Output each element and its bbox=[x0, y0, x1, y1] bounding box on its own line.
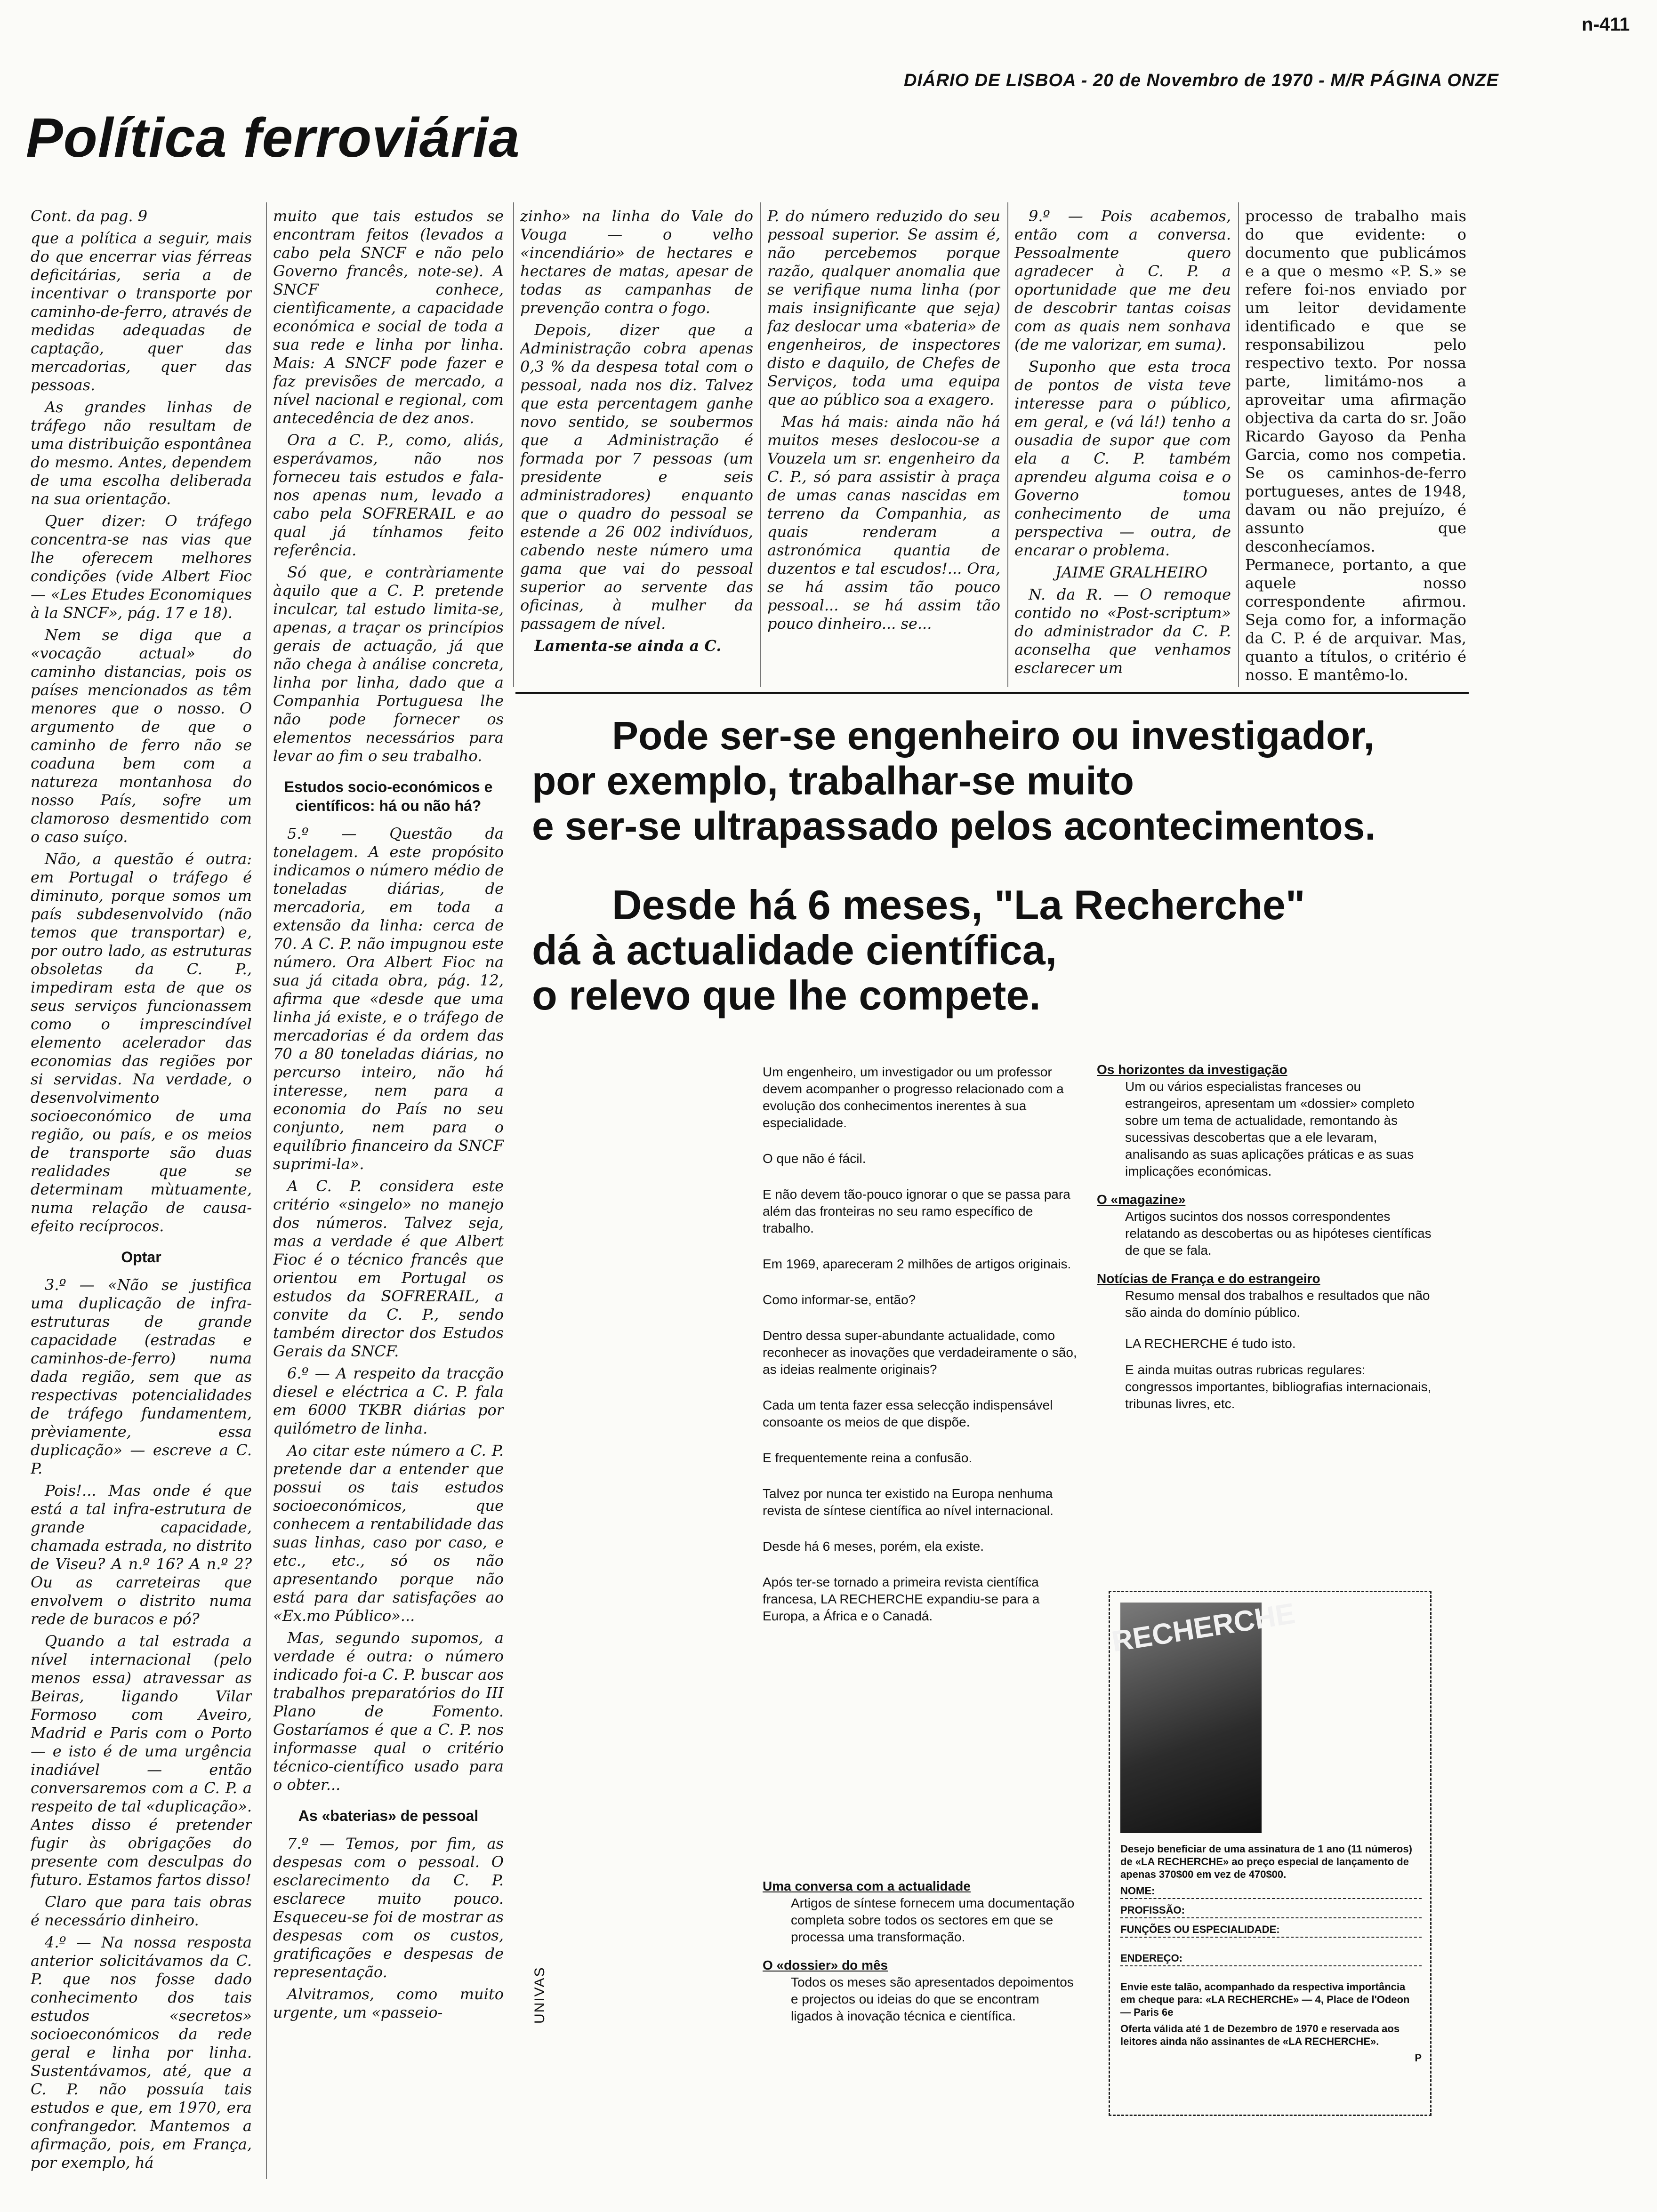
paragraph: Só que, e contràriamente àquilo que a C. P. pretende inculcar, tal estudo limita-se, apenas, a traçar os princípios gerais de actuação, já que não chega à análise concreta, linha por linha, dado que a Companhia Portuguesa lhe não pode fornecer os elementos necessários para levar ao fim o seu trabalho. bbox=[273, 563, 504, 765]
paragraph: processo de trabalho mais do que evidente: o documento que publicámos e a que o mesmo «P. S.» se refere foi-nos enviado por um leitor devidamente identificado e que se responsabilizou pelo respectivo texto. Por nossa parte, limitámo-nos a aproveitar uma afirmação objectiva da carta do sr. João Ricardo Gayoso da Penha Garcia, como nos competia. Se os caminhos-de-ferro portugueses, antes de 1948, davam ou não prejuízo, é assunto que desconhecíamos. Permanece, portanto, a que aquele nosso correspondente afirmou. Seja como for, a informação da C. P. é de arquivar. Mas, quanto a títulos, o critério é nosso. E mantêmo-lo. bbox=[1245, 207, 1466, 684]
ad-body-text bbox=[763, 1064, 1083, 1643]
subheading-estudos: Estudos socio-económicos e científicos: há ou não há? bbox=[284, 778, 493, 814]
paragraph: 9.º — Pois acabemos, então com a conversa. Pessoalmente quero agradecer à C. P. a oportunidade que me deu de descobrir tantas coisas com as quais nem sonhava (de me valorizar, em suma). bbox=[1014, 207, 1231, 353]
paragraph: Pois!... Mas onde é que está a tal infra-estrutura de grande capacidade, chamada estrada, no distrito de Viseu? A n.º 16? A n.º 2? Ou as carreteiras que envolvem o distrito numa rede de buracos e pó? bbox=[31, 1482, 252, 1628]
ad-headline-2 bbox=[532, 882, 1544, 1018]
paragraph: Quando a tal estrada a nível internacional (pelo menos essa) atravessar as Beiras, ligando Vilar Formoso com Aveiro, Madrid e Paris com o Porto — e isto é de uma urgência inadiável — então conversaremos com a C. P. a respeito de tal «duplicação». Antes disso é pretender fugir às obrigações do presente com desculpas do futuro. Estamos fartos disso! bbox=[31, 1632, 252, 1889]
article-column-6 bbox=[1245, 207, 1466, 687]
masthead: DIÁRIO DE LISBOA - 20 de Novembro de 1970 - M/R PÁGINA ONZE bbox=[904, 71, 1499, 90]
paragraph: Não, a questão é outra: em Portugal o tráfego é diminuto, porque somos um país subdesenvolvido (não temos que transportar) e, por outro lado, as estruturas obsoletas da C. P., impediram esta de que os seus serviços funcionassem como o imprescindível elemento acelerador das economias das regiões por si servidas. Na verdade, o desenvolvimento socioeconómico de uma região, ou país, e os meios de transporte são duas realidades que se determinam mùtuamente, numa relação de causa-efeito recíprocos. bbox=[31, 850, 252, 1235]
paragraph: zinho» na linha do Vale do Vouga — o velho «incendiário» de hectares e hectares de matas, apesar de todas as campanhas de prevenção contra o fogo. bbox=[520, 207, 753, 317]
magazine-cover-title: RECHERCHE bbox=[1110, 1597, 1297, 1659]
ad-headline-line: por exemplo, trabalhar-se muito bbox=[532, 759, 1134, 803]
coupon-field-name[interactable]: NOME: bbox=[1120, 1884, 1422, 1899]
agency-credit: UNIVAS bbox=[532, 1966, 547, 2024]
ad-section-title: O «dossier» do mês bbox=[763, 1958, 888, 1972]
paragraph: 7.º — Temos, por fim, as despesas com o pessoal. O esclarecimento da C. P. esclarece muito pouco. Esqueceu-se foi de mostrar as despesas com os custos, gratificações e despesas de representação. bbox=[273, 1835, 504, 1981]
ad-paragraph: Dentro dessa super-abundante actualidade, como reconhecer as inovações que verdadeiramente o são, as ideias realmente originais? bbox=[763, 1328, 1077, 1377]
paragraph: Alvitramos, como muito urgente, um «passeio- bbox=[273, 1985, 504, 2021]
coupon-field-functions[interactable]: FUNÇÕES OU ESPECIALIDADE: bbox=[1120, 1923, 1422, 1938]
ad-section bbox=[763, 1878, 1083, 1946]
article-column-5 bbox=[1014, 207, 1231, 687]
subheading-optar: Optar bbox=[121, 1249, 161, 1266]
ad-section bbox=[1097, 1061, 1436, 1180]
ad-section-title: Os horizontes da investigação bbox=[1097, 1062, 1287, 1077]
ad-paragraph: E frequentemente reina a confusão. bbox=[763, 1451, 973, 1465]
column-rule bbox=[1238, 202, 1239, 687]
paragraph: Nem se diga que a «vocação actual» do caminho distancias, pois os países mencionados as têm menores que o nosso. O argumento de que o caminho de ferro não se coaduna bem com a natureza montanhosa do nosso País, sofre um clamoroso desmentido com o caso suíço. bbox=[31, 626, 252, 846]
ad-section-title: Uma conversa com a actualidade bbox=[763, 1879, 971, 1893]
paragraph: Ao citar este número a C. P. pretende dar a entender que possui os tais estudos socioeconómicos, que conhecem a rentabilidade das suas linhas, caso por caso, e etc., etc., só os não apresentando porque não está para dar satisfações ao «Ex.mo Público»... bbox=[273, 1442, 504, 1625]
column-rule bbox=[513, 202, 514, 687]
article-column-3 bbox=[520, 207, 753, 687]
paragraph: Quer dizer: O tráfego concentra-se nas vias que lhe oferecem melhores condições (vide Albert Fioc — «Les Etudes Economiques à la SNCF», pág. 17 e 18). bbox=[31, 512, 252, 622]
editor-note: N. da R. — O remoque contido no «Post-scriptum» do administrador da C. P. aconselha que venhamos esclarecer um bbox=[1014, 585, 1231, 677]
ad-headline-line: dá à actualidade científica, bbox=[532, 927, 1057, 973]
ad-section-text: Artigos de síntese fornecem uma documentação completa sobre todos os sectores em que se processa uma transformação. bbox=[791, 1896, 1075, 1944]
ad-left-sections bbox=[763, 1878, 1083, 2036]
paragraph: 6.º — A respeito da tracção diesel e eléctrica a C. P. fala em 6000 TKBR diárias por quilómetro de linha. bbox=[273, 1364, 504, 1437]
paragraph: Ora a C. P., como, aliás, esperávamos, não nos forneceu tais estudos e fala-nos apenas num, levado a cabo pela SOFRERAIL e ao qual já tínhamos feito referência. bbox=[273, 431, 504, 559]
ad-section-text: Resumo mensal dos trabalhos e resultados que não são ainda do domínio público. bbox=[1125, 1288, 1430, 1320]
ad-paragraph: Em 1969, apareceram 2 milhões de artigos originais. bbox=[763, 1257, 1071, 1271]
paragraph: que a política a seguir, mais do que encerrar vias férreas deficitárias, seria a de incentivar o transporte por caminho-de-ferro, através de medidas adequadas de captação, quer das mercadorias, quer das pessoas. bbox=[31, 229, 252, 394]
coupon-intro: Desejo beneficiar de uma assinatura de 1 ano (11 números) de «LA RECHERCHE» ao preço especial de lançamento de apenas 370$00 em vez de 470$00. bbox=[1120, 1843, 1412, 1880]
ad-headline-line: o relevo que lhe compete. bbox=[532, 972, 1041, 1018]
paragraph: Cont. da pag. 9 bbox=[31, 207, 148, 225]
ad-paragraph: O que não é fácil. bbox=[763, 1151, 866, 1166]
ad-headline-1 bbox=[532, 713, 1544, 849]
subheading-baterias: As «baterias» de pessoal bbox=[298, 1807, 479, 1824]
ad-paragraph: Desde há 6 meses, porém, ela existe. bbox=[763, 1539, 984, 1554]
ad-paragraph: Cada um tenta fazer essa selecção indispensável consoante os meios de que dispõe. bbox=[763, 1398, 1053, 1429]
column-rule bbox=[266, 202, 267, 2179]
paragraph: P. do número reduzido do seu pessoal superior. Se assim é, não percebemos porque razão, qualquer anomalia que se verifique numa linha (por mais insignificante que seja) faz deslocar uma «bateria» de engenheiros, de inspectores disto e daquilo, de Chefes de Serviços, toda uma equipa que ao público soa a exagero. bbox=[767, 207, 1000, 409]
ad-paragraph: Após ter-se tornado a primeira revista científica francesa, LA RECHERCHE expandiu-se para a Europa, a África e o Canadá. bbox=[763, 1575, 1040, 1623]
ad-paragraph: E não devem tão-pouco ignorar o que se passa para além das fronteiras no seu ramo específico de trabalho. bbox=[763, 1187, 1070, 1235]
ad-section bbox=[763, 1957, 1083, 2025]
paragraph: Lamenta-se ainda a C. bbox=[534, 637, 722, 655]
ad-section-title: O «magazine» bbox=[1097, 1192, 1186, 1207]
paragraph: Suponho que esta troca de pontos de vista teve interesse para o público, em geral, e (vá lá!) tenho a ousadia de supor que com ela a C. P. também aprendeu alguma coisa e o Governo tomou conhecimento de uma perspectiva — outra, de encarar o problema. bbox=[1014, 358, 1231, 559]
paragraph: 5.º — Questão da tonelagem. A este propósito indicamos o número médio de toneladas diárias, de mercadoria, em toda a extensão da linha: cerca de 70. A C. P. não impugnou este número. Ora Albert Fioc na sua já citada obra, pág. 12, afirma que «desde que uma linha já existe, e o tráfego de mercadorias é da ordem das 70 a 80 toneladas diárias, no percurso inteiro, não há interesse, nem para a economia do País no seu conjunto, nem para o equilíbrio financeiro da SNCF suprimi-la». bbox=[273, 825, 504, 1173]
ad-section-text: Um ou vários especialistas franceses ou estrangeiros, apresentam um «dossier» completo sobre um tema de actualidade, remontando às sucessivas descobertas que a ele levaram, analisando as suas aplicações práticas e as suas implicações económicas. bbox=[1125, 1079, 1415, 1178]
paragraph: Claro que para tais obras é necessário dinheiro. bbox=[31, 1893, 252, 1929]
ad-headline-line: e ser-se ultrapassado pelos acontecimentos. bbox=[532, 804, 1376, 848]
ad-right-sections bbox=[1097, 1061, 1436, 1412]
paragraph: muito que tais estudos se encontram feitos (levados a cabo pela SNCF e não pelo Governo francês, note-se). A SNCF conhece, cientìficamente, a capacidade económica e social de toda a sua rede e linha por linha. Mais: A SNCF pode fazer e faz previsões de mercado, a nível nacional e regional, com antecedência de dez anos. bbox=[273, 207, 504, 427]
ad-section bbox=[1097, 1270, 1436, 1321]
column-rule bbox=[760, 202, 761, 687]
paragraph: Mas, segundo supomos, a verdade é outra: o número indicado foi-a C. P. buscar aos trabalhos preparatórios do III Plano de Fomento. Gostaríamos é que a C. P. nos informasse qual o critério técnico-científico usado para o obter... bbox=[273, 1629, 504, 1794]
paragraph: Depois, dizer que a Administração cobra apenas 0,3 % da despesa total com o pessoal, nada nos diz. Talvez que esta percentagem ganhe novo sentido, se soubermos que a Administração é formada por 7 pessoas (um presidente e seis administradores) enquanto que o quadro do pessoal se estende a 26 002 indivíduos, cabendo neste número uma gama que vai do pessoal superior ao servente das oficinas, à mulher da passagem de nível. bbox=[520, 321, 753, 633]
coupon-send-info: Envie este talão, acompanhado da respectiva importância em cheque para: «LA RECHERCHE» — 4, Place de l'Odeon — Paris 6e bbox=[1120, 1981, 1410, 2018]
paragraph: 4.º — Na nossa resposta anterior solicitávamos da C. P. que nos fosse dado conhecimento dos tais estudos «secretos» socioeconómicos da rede geral e linha por linha. Sustentávamos, até, que a C. P. não possuía tais estudos e que, em 1970, era confrangedor. Mantemos a afirmação, pois, em França, por exemplo, há bbox=[31, 1933, 252, 2172]
article-column-4 bbox=[767, 207, 1000, 687]
ad-paragraph: Como informar-se, então? bbox=[763, 1292, 916, 1307]
ad-closing: E ainda muitas outras rubricas regulares: congressos importantes, bibliografias internacionais, tribunas livres, etc. bbox=[1125, 1362, 1432, 1411]
coupon-offer: Oferta válida até 1 de Dezembro de 1970 e reservada aos leitores ainda não assinantes de «LA RECHERCHE». bbox=[1120, 2023, 1400, 2047]
ad-section-text: Todos os meses são apresentados depoimentos e projectos ou ideias do que se encontram ligados à inovação técnica e científica. bbox=[791, 1975, 1074, 2023]
paragraph: A C. P. considera este critério «singelo» no manejo dos números. Talvez seja, mas a verdade é que Albert Fioc é o técnico francês que orientou em Portugal os estudos da SOFRERAIL, a convite da C. P., sendo também director dos Estudos Gerais da SNCF. bbox=[273, 1177, 504, 1360]
coupon-form bbox=[1120, 1843, 1422, 2068]
paragraph: As grandes linhas de tráfego não resultam de uma distribuição espontânea do mesmo. Antes, dependem de uma escolha deliberada na sua orientação. bbox=[31, 398, 252, 508]
ad-top-rule bbox=[515, 692, 1469, 694]
article-column-2 bbox=[273, 207, 504, 2184]
column-rule bbox=[1007, 202, 1008, 687]
ad-closing: LA RECHERCHE é tudo isto. bbox=[1125, 1336, 1296, 1351]
author-signature: JAIME GRALHEIRO bbox=[1055, 563, 1207, 581]
ad-section-text: Artigos sucintos dos nossos correspondentes relatando as descobertas ou as hipóteses científicas de que se fala. bbox=[1125, 1209, 1432, 1258]
ad-paragraph: Talvez por nunca ter existido na Europa nenhuma revista de síntese científica ao nível internacional. bbox=[763, 1486, 1054, 1518]
paragraph: Mas há mais: ainda não há muitos meses deslocou-se a Vouzela um sr. engenheiro da C. P., só para assistir à praça de umas canas nascidas em terreno da Companhia, as quais renderam a astronómica quantia de duzentos e tal escudos!... Ora, se há assim tão pouco pessoal... se há assim tão pouco dinheiro... se... bbox=[767, 413, 1000, 633]
headline: Política ferroviária bbox=[26, 107, 520, 169]
coupon-field-address[interactable]: ENDEREÇO: bbox=[1120, 1952, 1422, 1966]
ad-section-title: Notícias de França e do estrangeiro bbox=[1097, 1271, 1320, 1286]
coupon-mark: P bbox=[1415, 2052, 1422, 2064]
magazine-cover-image bbox=[1110, 1597, 1297, 1833]
ad-headline-line: Desde há 6 meses, "La Recherche" bbox=[612, 882, 1305, 928]
article-column-1 bbox=[31, 207, 252, 2184]
page-corner-number: n-411 bbox=[1582, 14, 1630, 35]
paragraph: 3.º — «Não se justifica uma duplicação de infra-estruturas de grande capacidade (estradas e caminhos-de-ferro) numa dada região, sem que as respectivas potencialidades de tráfego fundamentem, prèviamente, essa duplicação» — escreve a C. P. bbox=[31, 1276, 252, 1477]
coupon-field-profession[interactable]: PROFISSÃO: bbox=[1120, 1904, 1422, 1918]
ad-headline-line: Pode ser-se engenheiro ou investigador, bbox=[612, 713, 1375, 758]
ad-paragraph: Um engenheiro, um investigador ou um professor devem acompanher o progresso relacionado com a evolução dos conhecimentos inerentes à sua especialidade. bbox=[763, 1065, 1064, 1130]
ad-section bbox=[1097, 1191, 1436, 1259]
